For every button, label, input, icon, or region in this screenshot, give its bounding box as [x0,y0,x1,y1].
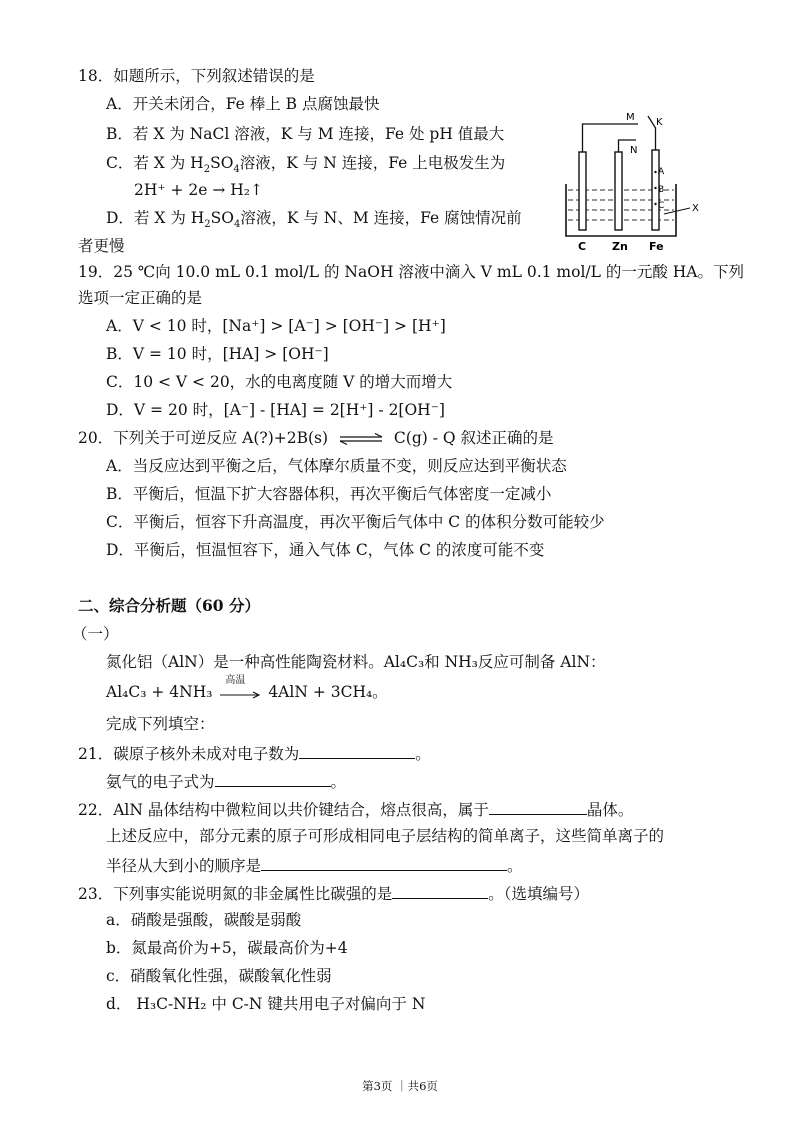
q18-option-b: B．若 X 为 NaCl 溶液，K 与 M 连接，Fe 处 pH 值最大 [106,125,505,143]
reversible-arrow-icon [337,433,385,445]
q23-option-c: c．硝酸氧化性强，碳酸氧化性弱 [106,967,332,985]
q18-option-d-cont: 者更慢 [78,237,125,255]
reaction-equation: Al₄C₃ + 4NH₃ 高温 4AlN + 3CH₄。 [106,675,388,701]
label-x: X [692,203,699,214]
q23-option-d: d． H₃C-NH₂ 中 C-N 键共用电子对偏向于 N [106,995,426,1013]
label-k: K [656,117,663,128]
q19-stem: 19．25 ℃向 10.0 mL 0.1 mol/L 的 NaOH 溶液中滴入 V mL 0.1 mol/L 的一元酸 HA。下列 [78,263,744,281]
q18-stem: 18．如题所示，下列叙述错误的是 [78,67,315,85]
q20-option-d: D．平衡后，恒温恒容下，通入气体 C，气体 C 的浓度可能不变 [106,541,545,559]
answer-blank-22b[interactable] [261,854,507,871]
part-label: （一） [72,625,119,643]
q19-option-a: A．V < 10 时，[Na⁺] > [A⁻] > [OH⁻] > [H⁺] [106,317,446,335]
answer-blank-21a[interactable] [299,742,415,759]
q22-line3: 半径从大到小的顺序是 。 [106,854,523,876]
q21-line1: 21．碳原子核外未成对电子数为 。 [78,742,431,764]
page-footer: 第3页 ｜共6页 [362,1079,438,1093]
label-n: N [630,145,638,156]
answer-blank-23[interactable] [392,882,488,899]
label-m: M [626,112,635,123]
section-title: 二、综合分析题（60 分） [78,596,260,615]
label-zn: Zn [612,240,628,253]
q22-line2: 上述反应中，部分元素的原子可形成相同电子层结构的简单离子，这些简单离子的 [106,827,665,845]
q20-option-a: A．当反应达到平衡之后，气体摩尔质量不变，则反应达到平衡状态 [106,457,567,475]
electrochemistry-figure [560,104,710,254]
reaction-condition: 高温 [225,675,246,686]
label-a: A [658,167,665,177]
q23-option-a: a．硝酸是强酸，碳酸是弱酸 [106,911,302,929]
q20-option-b: B．平衡后，恒温下扩大容器体积，再次平衡后气体密度一定减小 [106,485,552,503]
q22-line1: 22．AlN 晶体结构中微粒间以共价键结合，熔点很高，属于 晶体。 [78,798,633,820]
arrow-right-icon [220,691,260,699]
q19-option-d: D．V = 20 时，[A⁻] - [HA] = 2[H⁺] - 2[OH⁻] [106,401,445,419]
q23-stem: 23．下列事实能说明氮的非金属性比碳强的是 。（选填编号） [78,882,589,904]
q19-option-b: B．V = 10 时，[HA] > [OH⁻] [106,345,329,363]
q18-option-d: D．若 X 为 $H_2SO_4$溶液，K 与 N、M 连接，Fe 腐蚀情况前 [106,209,522,231]
q19-stem-cont: 选项一定正确的是 [78,289,203,307]
q20-stem: 20．下列关于可逆反应 A(?)+2B(s) C(g) - Q 叙述正确的是 [78,429,554,447]
q19-option-c: C．10 < V < 20，水的电离度随 V 的增大而增大 [106,373,453,391]
fill-instruction: 完成下列填空： [106,715,215,733]
reaction-arrow [220,675,260,701]
q18-option-c: C．若 X 为 $H_2SO_4$溶液，K 与 N 连接，Fe 上电极发生为 [106,154,506,176]
q23-option-b: b．氮最高价为+5，碳最高价为+4 [106,939,348,957]
q18-option-c-equation: 2H⁺ + 2e → H₂↑ [134,181,263,199]
q18-option-a: A．开关未闭合，Fe 棒上 B 点腐蚀最快 [106,95,380,113]
label-c-point: C [658,201,665,211]
intro-text: 氮化铝（AlN）是一种高性能陶瓷材料。Al₄C₃和 NH₃反应可制备 AlN： [106,653,606,671]
label-b: B [658,185,665,195]
q21-line2: 氨气的电子式为 。 [106,770,346,792]
q20-option-c: C．平衡后，恒容下升高温度，再次平衡后气体中 C 的体积分数可能较少 [106,513,605,531]
answer-blank-21b[interactable] [215,770,331,787]
label-c: C [578,240,587,253]
answer-blank-22a[interactable] [489,798,587,815]
label-fe: Fe [649,240,664,253]
